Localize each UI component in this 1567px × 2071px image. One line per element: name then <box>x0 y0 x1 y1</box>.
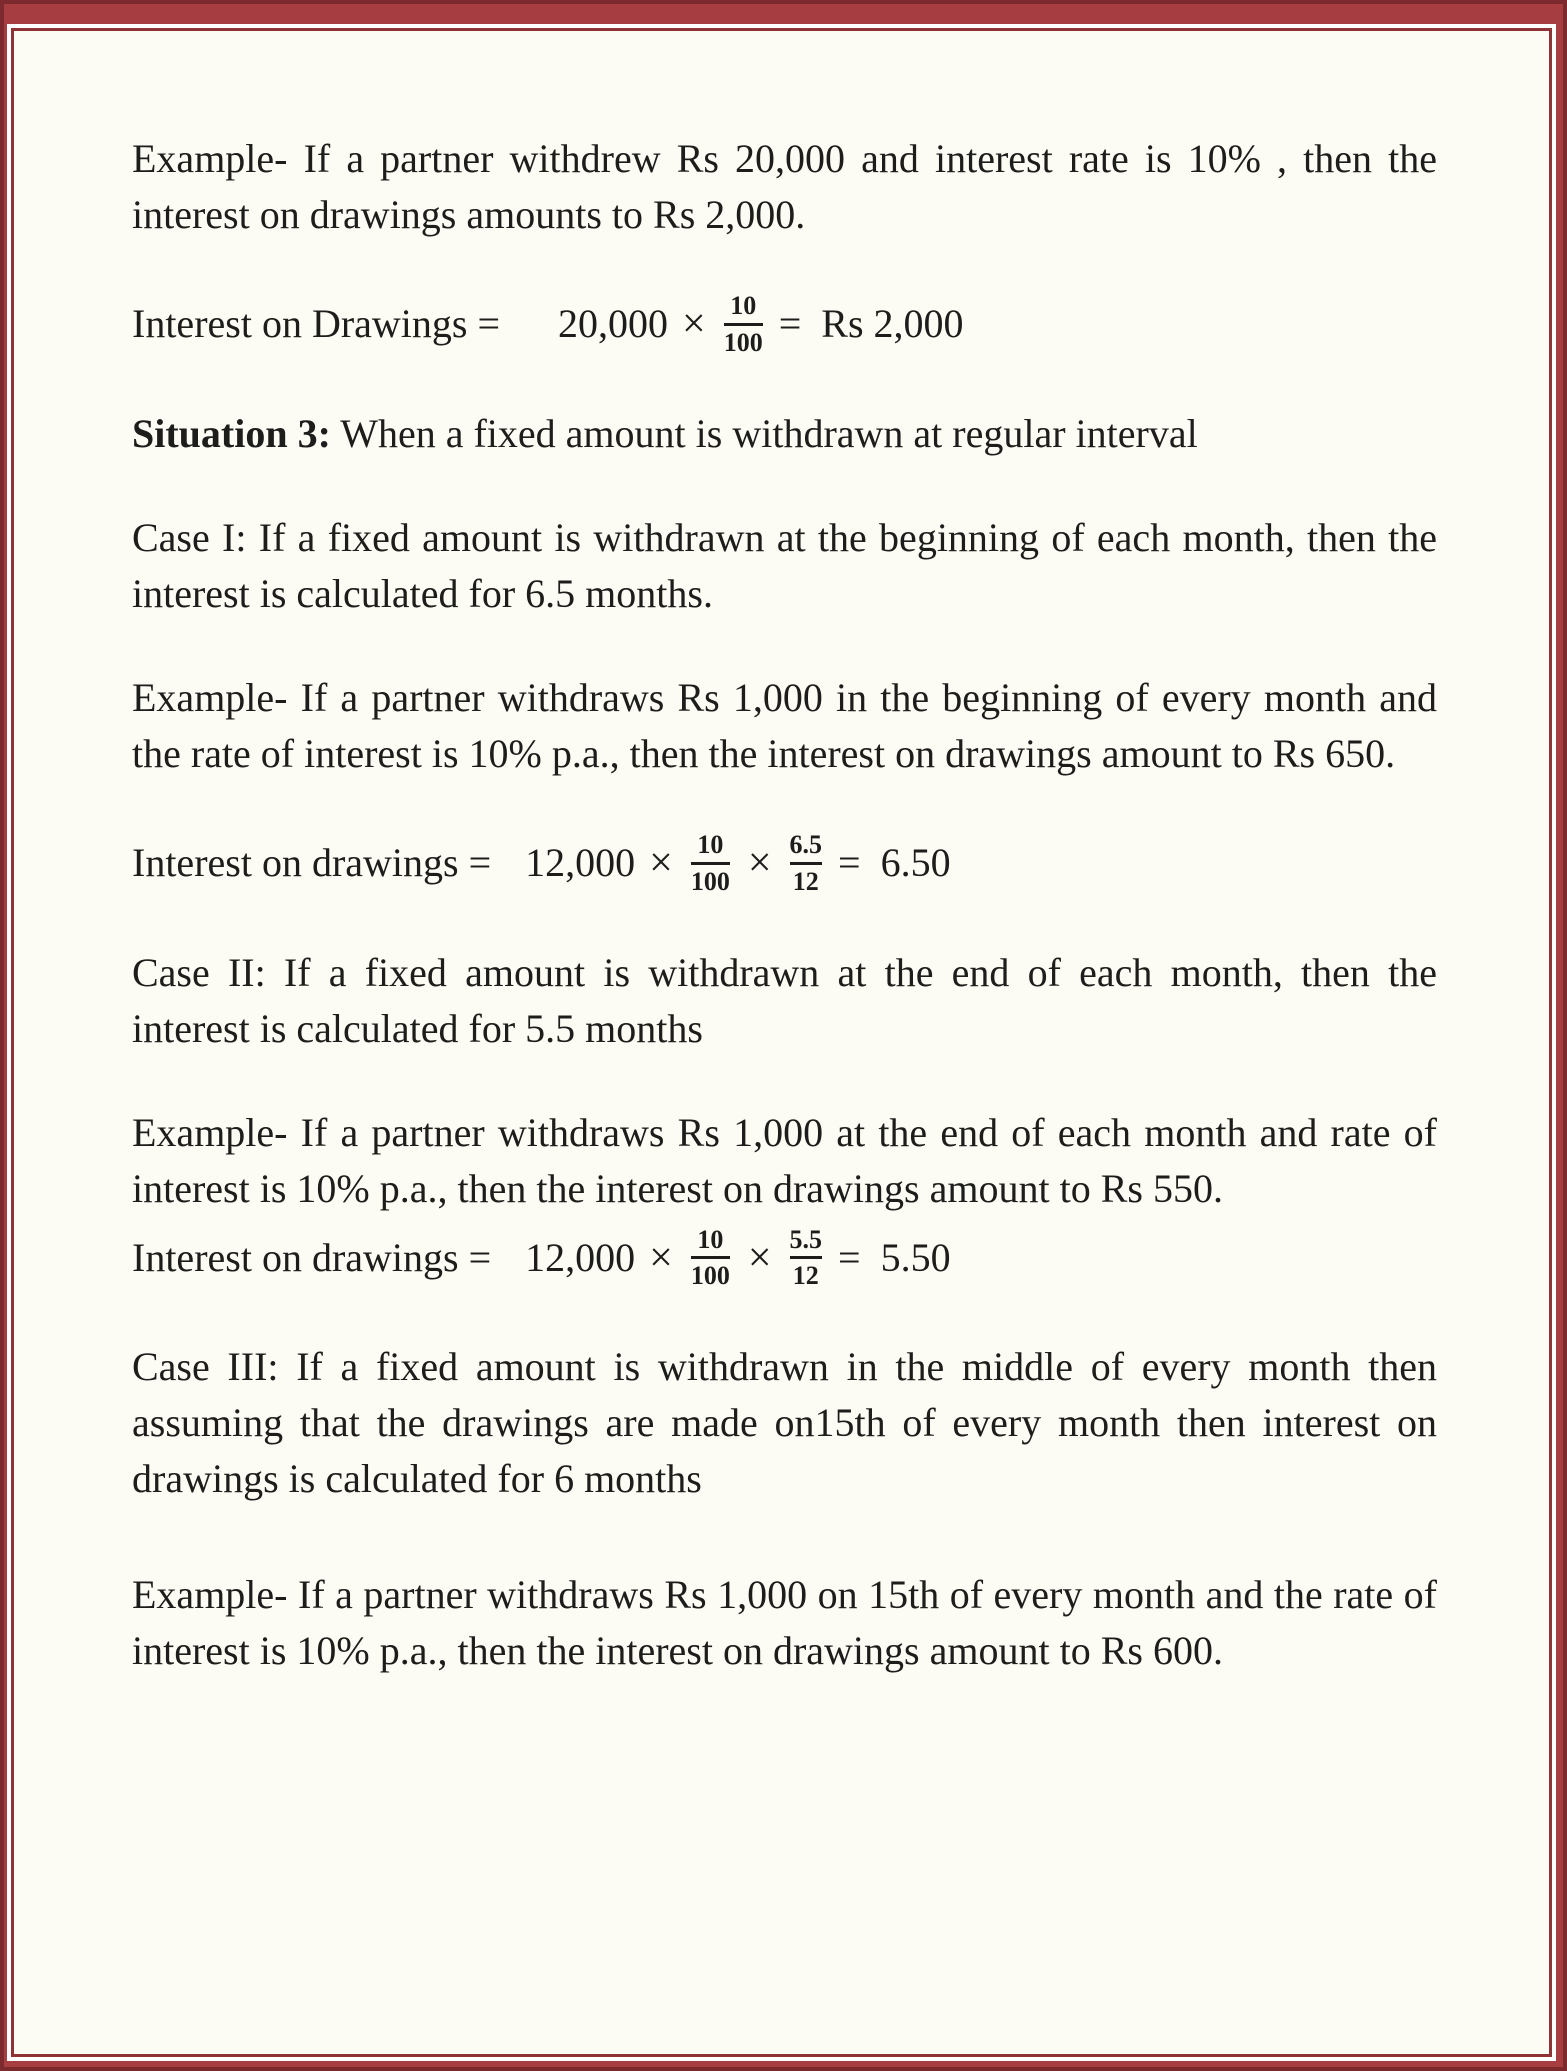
fraction-numerator: 10 <box>730 291 757 320</box>
fraction-rate <box>691 830 730 897</box>
equals-sign: = <box>838 1234 861 1280</box>
formula-case2 <box>132 1225 1437 1292</box>
formula-label: Interest on Drawings = <box>132 301 501 347</box>
paragraph-case3-example: Example- If a partner withdraws Rs 1,000 on 15th of every month and the rate of interest is 10% p.a., then the interest on drawings amount to Rs 600. <box>132 1572 1437 1674</box>
formula-case1 <box>132 830 1437 897</box>
formula-label: Interest on drawings = <box>132 840 492 886</box>
situation-heading-text: When a fixed amount is withdrawn at regular interval <box>340 410 1198 456</box>
fraction-bar <box>724 323 763 326</box>
multiply-sign: × <box>682 300 706 347</box>
multiply-sign: × <box>649 1234 673 1281</box>
fraction-denominator: 100 <box>723 327 763 357</box>
fraction-months <box>790 1225 823 1292</box>
multiply-sign: × <box>747 839 772 886</box>
fraction-rate <box>724 291 763 358</box>
formula-amount: 12,000 <box>525 1234 636 1280</box>
fraction-bar <box>691 1256 730 1259</box>
formula-amount: 12,000 <box>525 840 636 886</box>
fraction-denominator: 100 <box>690 1261 730 1291</box>
frame-mat <box>7 24 1556 2061</box>
formula-label: Interest on drawings = <box>132 1234 492 1280</box>
multiply-sign: × <box>649 839 673 886</box>
fraction-denominator: 100 <box>690 866 730 896</box>
paragraph-case2-example: Example- If a partner withdraws Rs 1,000 at the end of each month and rate of interest is 10% p.a., then the interest on drawings amount to Rs 550. <box>132 1109 1437 1211</box>
fraction-bar <box>790 862 823 865</box>
formula-lumpsum <box>132 291 1437 358</box>
paragraph-case2: Case II: If a fixed amount is withdrawn at the end of each month, then the interest is calculated for 5.5 months <box>132 949 1437 1051</box>
fraction-rate <box>691 1225 730 1292</box>
paragraph-case3: Case III: If a fixed amount is withdrawn in the middle of every month then assuming that the drawings are made on15th of every month then interest on drawings is calculated for 6 months <box>132 1344 1437 1502</box>
situation-heading-label: Situation 3: <box>132 410 331 456</box>
fraction-denominator: 12 <box>792 1261 819 1291</box>
fraction-numerator: 10 <box>697 829 724 859</box>
formula-result: 5.50 <box>880 1234 951 1280</box>
paragraph-lumpsum-example: Example- If a partner withdrew Rs 20,000 and interest rate is 10% , then the interest on drawings amounts to Rs 2,000. <box>132 136 1437 237</box>
formula-amount: 20,000 <box>558 301 669 347</box>
situation-heading <box>132 406 1437 462</box>
paper <box>11 28 1552 2057</box>
equals-sign: = <box>838 840 861 886</box>
fraction-months <box>790 830 823 897</box>
fraction-numerator: 5.5 <box>789 1224 823 1254</box>
fraction-bar <box>691 862 730 865</box>
fraction-numerator: 10 <box>697 1224 724 1254</box>
equals-sign: = <box>778 301 802 347</box>
multiply-sign: × <box>747 1234 772 1281</box>
paragraph-case1-example: Example- If a partner withdraws Rs 1,000 in the beginning of every month and the rate of interest is 10% p.a., then the interest on drawings amount to Rs 650. <box>132 674 1437 776</box>
formula-result: Rs 2,000 <box>821 301 964 347</box>
formula-result: 6.50 <box>880 840 951 886</box>
fraction-bar <box>790 1256 823 1259</box>
fraction-denominator: 12 <box>792 866 819 896</box>
fraction-numerator: 6.5 <box>789 829 823 859</box>
paragraph-case1: Case I: If a fixed amount is withdrawn at the beginning of each month, then the interest is calculated for 6.5 months. <box>132 514 1437 616</box>
